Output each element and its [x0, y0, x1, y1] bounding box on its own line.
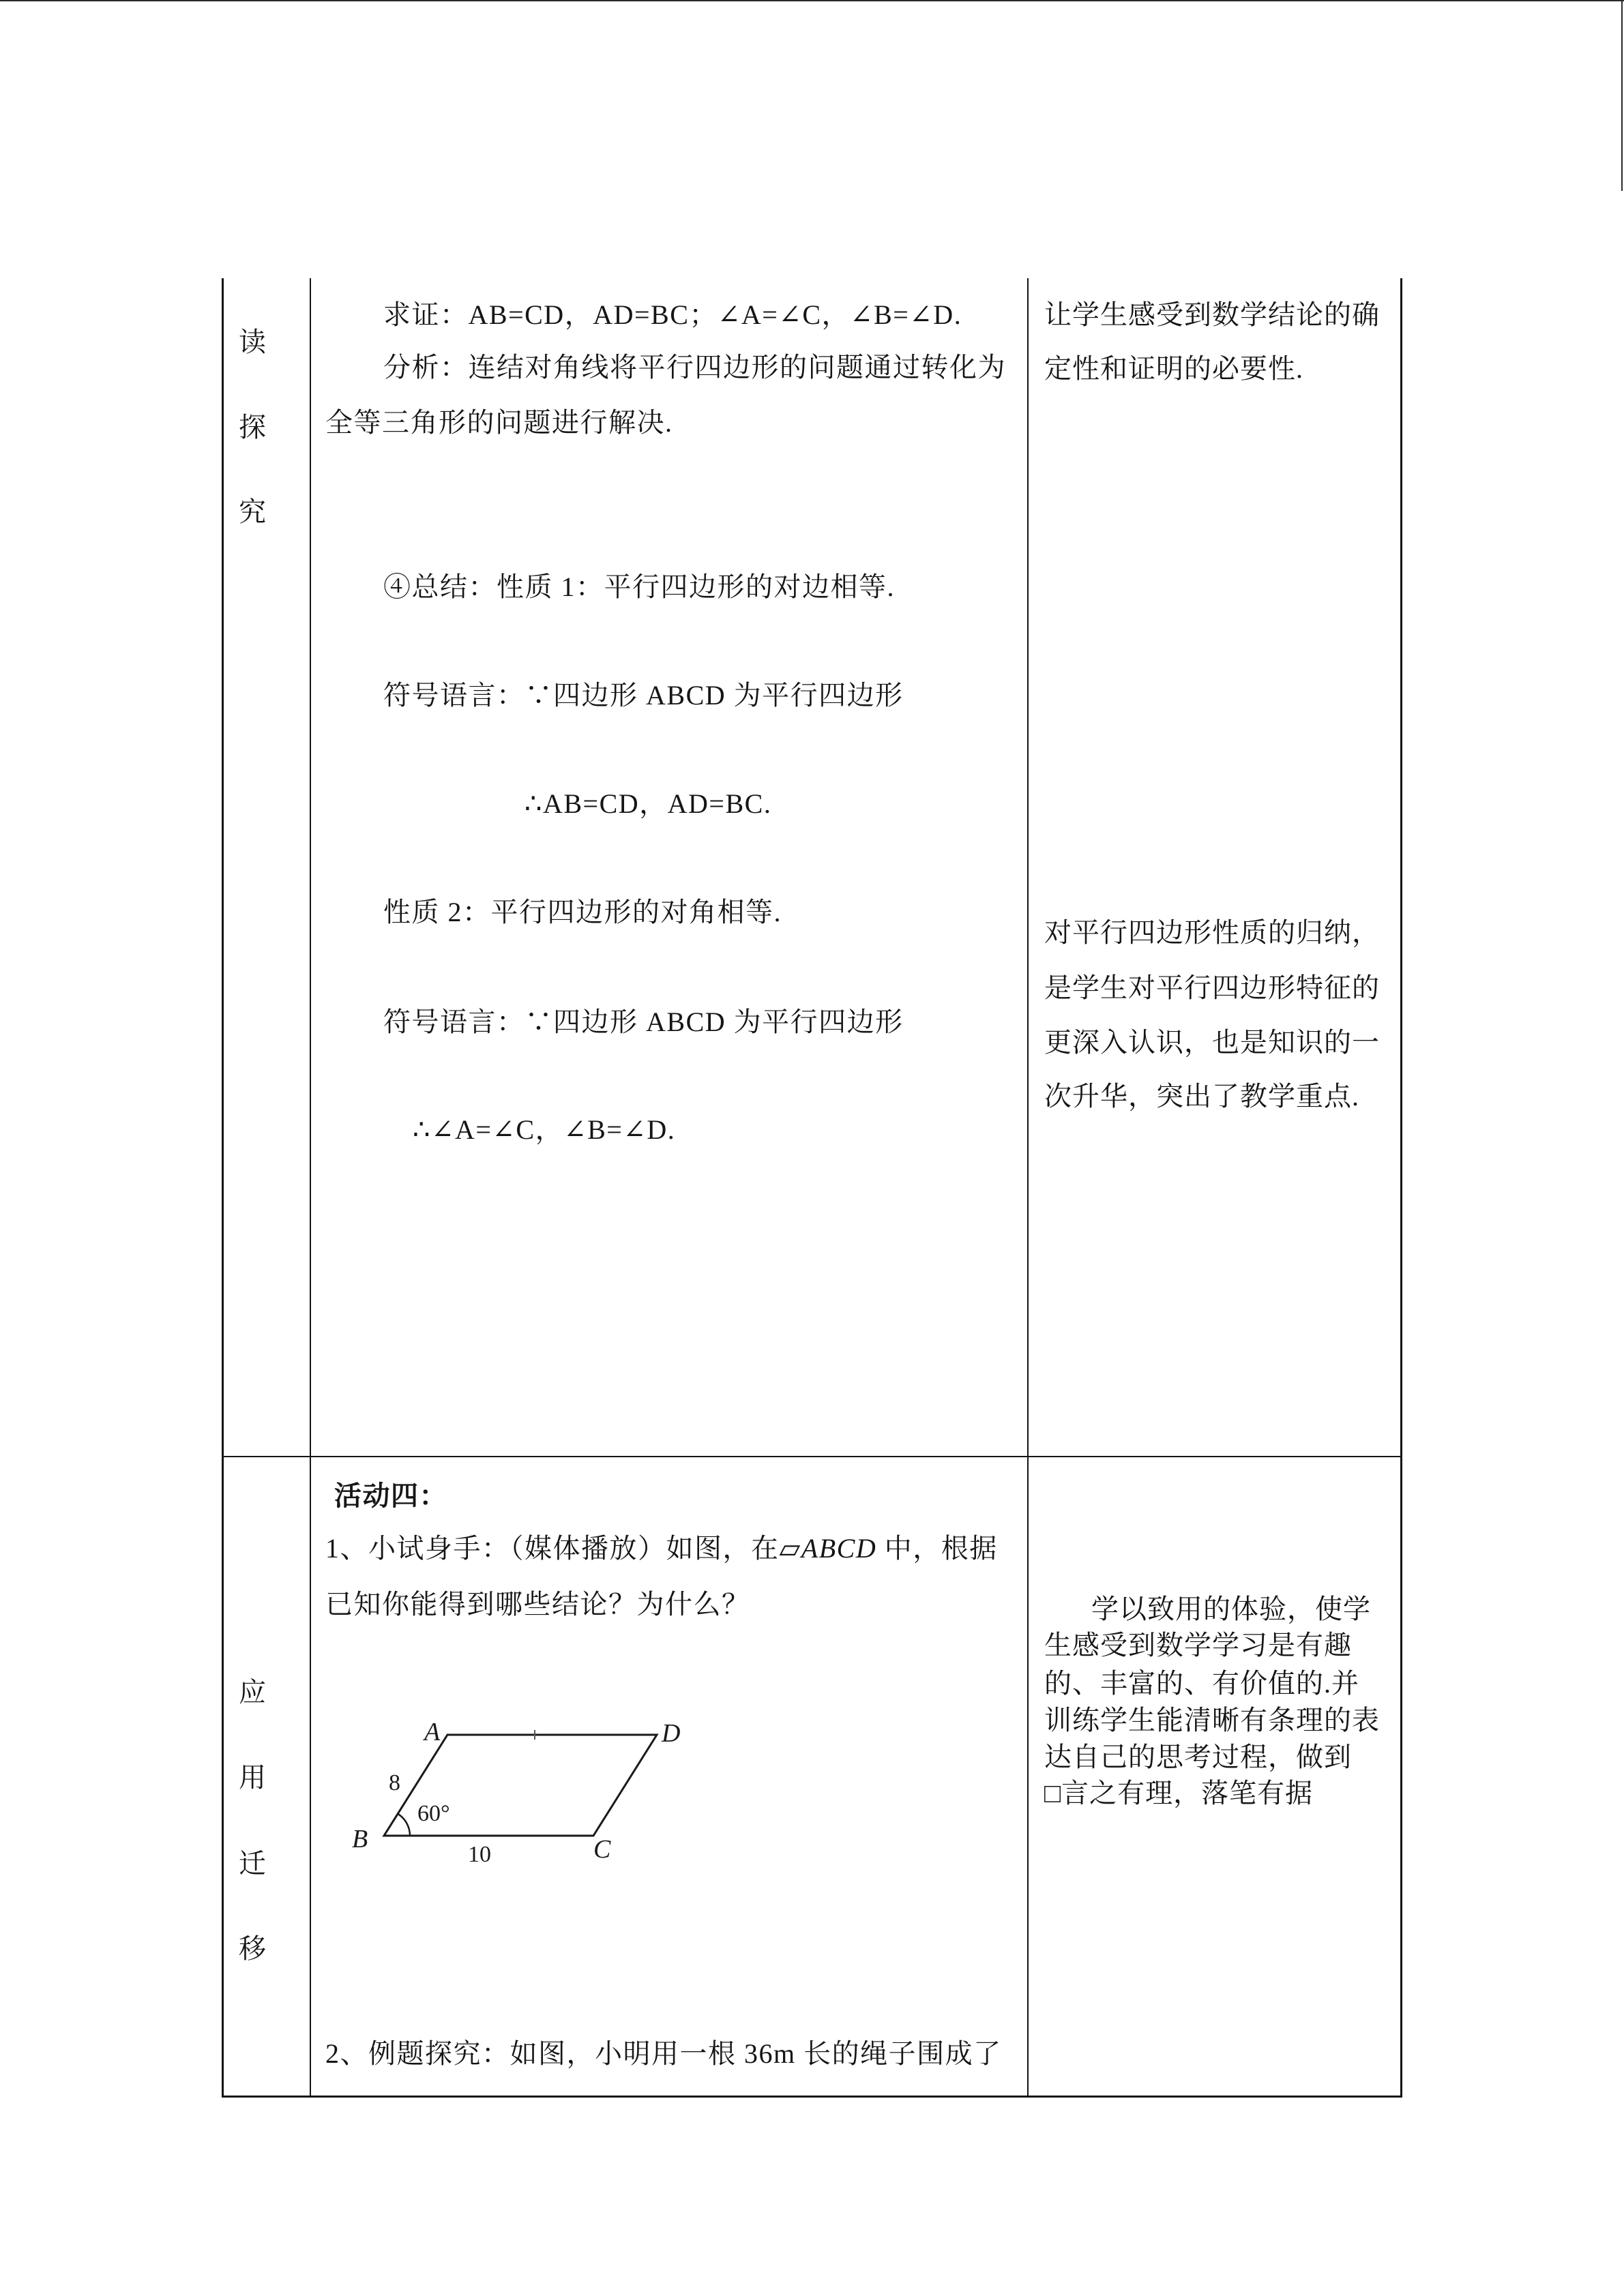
- analysis-line-2: 全等三角形的问题进行解决.: [325, 407, 673, 438]
- symbolic-language-1: 符号语言：∵四边形 ABCD 为平行四边形: [383, 680, 904, 711]
- note-line: 更深入认识，也是知识的一: [1044, 1027, 1380, 1058]
- note-line: 学以致用的体验，使学: [1091, 1594, 1371, 1624]
- note-line: 生感受到数学学习是有趣: [1044, 1630, 1352, 1660]
- analysis-line-1: 分析：连结对角线将平行四边形的问题通过转化为: [383, 352, 1006, 383]
- task-1-line-1: [325, 1534, 998, 1564]
- task-1-line-2: 已知你能得到哪些结论？为什么？: [325, 1589, 750, 1620]
- scan-top-edge: [0, 0, 1624, 1]
- conclusion-angles: ∴∠A=∠C，∠B=∠D.: [413, 1114, 676, 1145]
- angle-b-arc: [398, 1814, 410, 1836]
- note-line: 定性和证明的必要性.: [1044, 353, 1303, 384]
- property-1-summary: ④总结：性质 1：平行四边形的对边相等.: [383, 571, 895, 602]
- note-line: 对平行四边形性质的归纳，: [1044, 917, 1380, 948]
- table-border-right: [1400, 278, 1402, 2098]
- vertex-a-label: A: [424, 1718, 441, 1746]
- parallelogram-figure: [341, 1691, 723, 1868]
- side-bc-length: 10: [468, 1842, 491, 1867]
- section-label-char: 应: [239, 1677, 266, 1708]
- prove-statement: 求证：AB=CD，AD=BC；∠A=∠C，∠B=∠D.: [383, 299, 962, 330]
- section-label-char: 究: [239, 496, 266, 527]
- note-line: 是学生对平行四边形特征的: [1044, 972, 1380, 1003]
- vertex-d-label: D: [662, 1719, 681, 1748]
- parallelogram-name: ABCD: [801, 1533, 877, 1564]
- conclusion-sides: ∴AB=CD，AD=BC.: [525, 788, 772, 819]
- symbolic-language-2: 符号语言：∵四边形 ABCD 为平行四边形: [383, 1007, 904, 1037]
- note-line: 训练学生能清晰有条理的表: [1044, 1705, 1380, 1735]
- task-1-prefix: 1、小试身手：（媒体播放）如图，在: [325, 1533, 780, 1564]
- note-line: 的、丰富的、有价值的.并: [1044, 1668, 1359, 1699]
- property-2: 性质 2：平行四边形的对角相等.: [383, 897, 782, 927]
- table-border-left: [222, 278, 224, 2098]
- section-label-char: 探: [239, 412, 266, 443]
- task-1-suffix: 中，根据: [876, 1533, 998, 1564]
- table-row-divider: [222, 1456, 1402, 1457]
- note-line: □言之有理，落笔有据: [1044, 1778, 1314, 1808]
- scan-right-edge: [1621, 0, 1623, 191]
- table-divider-col1: [310, 278, 311, 2098]
- vertex-b-label: B: [352, 1825, 368, 1853]
- vertex-c-label: C: [593, 1835, 611, 1864]
- note-line: 次升华，突出了教学重点.: [1044, 1081, 1359, 1112]
- table-divider-col2: [1027, 278, 1029, 2098]
- task-2-line-1: 2、例题探究：如图，小明用一根 36m 长的绳子围成了: [325, 2038, 1002, 2069]
- section-label-char: 移: [239, 1933, 266, 1964]
- section-label-char: 读: [239, 327, 266, 357]
- note-line: 达自己的思考过程，做到: [1044, 1742, 1352, 1772]
- note-line: 让学生感受到数学结论的确: [1044, 299, 1380, 330]
- section-label-char: 迁: [239, 1848, 266, 1879]
- table-border-bottom: [222, 2096, 1402, 2098]
- angle-b-measure: 60°: [417, 1801, 450, 1826]
- side-ab-length: 8: [389, 1770, 400, 1795]
- section-label-char: 用: [239, 1762, 266, 1793]
- parallelogram-symbol: ▱: [779, 1533, 801, 1564]
- activity-title: 活动四：: [334, 1480, 447, 1511]
